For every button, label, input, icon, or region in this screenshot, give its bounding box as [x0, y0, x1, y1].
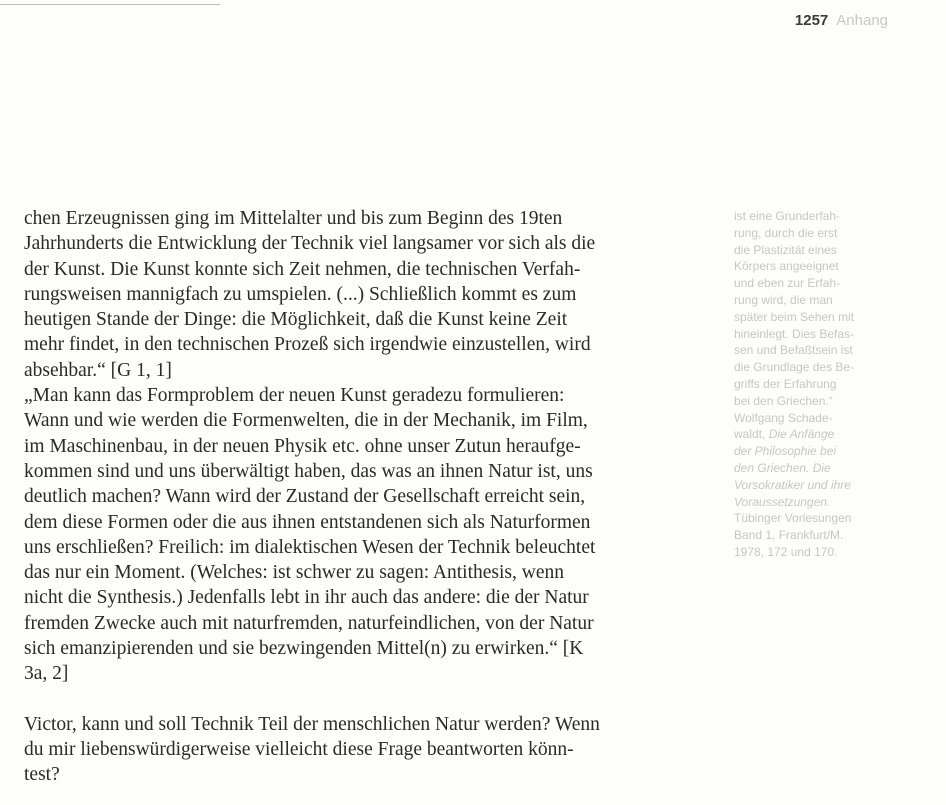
note-line: Tübinger Vorlesungen	[734, 511, 852, 526]
text-line: kommen sind und uns überwältigt haben, das was an ihnen Natur ist, uns	[24, 460, 593, 482]
text-line: absehbar.“ [G 1, 1]	[24, 359, 172, 381]
note-line	[734, 426, 894, 443]
note-line: ist eine Grunderfah-	[734, 209, 841, 223]
text-line: deutlich machen? Wann wird der Zustand der Gesellschaft erreicht sein,	[24, 486, 586, 508]
text-line: du mir liebenswürdigerweise vielleicht diese Frage beantworten könn-	[24, 738, 574, 760]
note-line: griffs der Erfahrung	[734, 376, 837, 391]
note-line: rung, durch die erst	[734, 225, 838, 240]
note-line: der Philosophie bei	[734, 444, 837, 459]
note-line: Körpers angeeignet	[734, 259, 839, 274]
text-line: heutigen Stande der Dinge: die Möglichkeit, daß die Kunst keine Zeit	[24, 309, 568, 331]
text-line: das nur ein Moment. (Welches: ist schwer zu sagen: Antithesis, wenn	[24, 562, 564, 584]
text-line: fremden Zwecke auch mit naturfremden, naturfeindlichen, von der Natur	[24, 612, 594, 634]
paragraph-1	[24, 206, 714, 383]
note-line: bei den Griechen.“	[734, 393, 833, 408]
margin-note	[734, 208, 894, 561]
text-line: Victor, kann und soll Technik Teil der menschlichen Natur werden? Wenn	[24, 713, 600, 735]
note-line: Voraussetzungen.	[734, 494, 831, 509]
text-line: Jahrhunderts die Entwicklung der Technik viel langsamer vor sich als die	[24, 233, 596, 255]
running-header	[795, 12, 888, 29]
text-line: im Maschinenbau, in der neuen Physik etc. ohne unser Zutun heraufge-	[24, 435, 581, 457]
text-line: mehr findet, in den technischen Prozeß sich irgendwie einzustellen, wird	[24, 334, 591, 356]
note-line: rung wird, die man	[734, 292, 833, 307]
note-line: die Grundlage des Be-	[734, 360, 855, 375]
note-line: den Griechen. Die	[734, 460, 831, 475]
text-line: dem diese Formen oder die aus ihnen entstandenen sich als Naturformen	[24, 511, 591, 533]
note-book-title: Die Anfänge	[768, 427, 835, 442]
text-line: Wann und wie werden die Formenwelten, die in der Mechanik, im Film,	[24, 410, 588, 432]
section-title: Anhang	[836, 12, 888, 29]
text-line: uns erschließen? Freilich: im dialektischen Wesen der Technik beleuchtet	[24, 536, 596, 558]
text-line: chen Erzeugnissen ging im Mittelalter und bis zum Beginn des 19ten	[24, 208, 563, 229]
note-line: hineinlegt. Dies Befas-	[734, 326, 855, 341]
text-line: nicht die Synthesis.) Jedenfalls lebt in ihr auch das andere: die der Natur	[24, 587, 589, 609]
text-line: der Kunst. Die Kunst konnte sich Zeit nehmen, die technischen Verfah-	[24, 258, 581, 280]
main-text	[24, 206, 714, 788]
note-line: Band 1, Frankfurt/M.	[734, 528, 844, 543]
note-line: und eben zur Erfah-	[734, 276, 841, 291]
note-line: Wolfgang Schade-	[734, 410, 833, 425]
note-line: später beim Sehen mit	[734, 309, 855, 324]
text-line: test?	[24, 764, 60, 786]
note-line: die Plastizität eines	[734, 242, 837, 257]
text-line: sich emanzipierenden und sie bezwingenden Mittel(n) zu erwirken.“ [K	[24, 638, 584, 660]
paragraph-gap	[24, 687, 714, 712]
paragraph-2	[24, 383, 714, 687]
text-line: rungsweisen mannigfach zu umspielen. (...) Schließlich kommt es zum	[24, 283, 577, 305]
note-line: 1978, 172 und 170.	[734, 544, 838, 559]
page-number: 1257	[794, 12, 829, 29]
paragraph-3	[24, 712, 714, 788]
text-line: 3a, 2]	[24, 663, 69, 685]
top-rule	[0, 4, 220, 5]
note-line: sen und Befaßtsein ist	[734, 343, 853, 358]
note-line: Vorsokratiker und ihre	[734, 477, 851, 492]
text-line: „Man kann das Formproblem der neuen Kunst geradezu formulieren:	[24, 385, 565, 407]
note-author-end: waldt,	[734, 427, 769, 442]
